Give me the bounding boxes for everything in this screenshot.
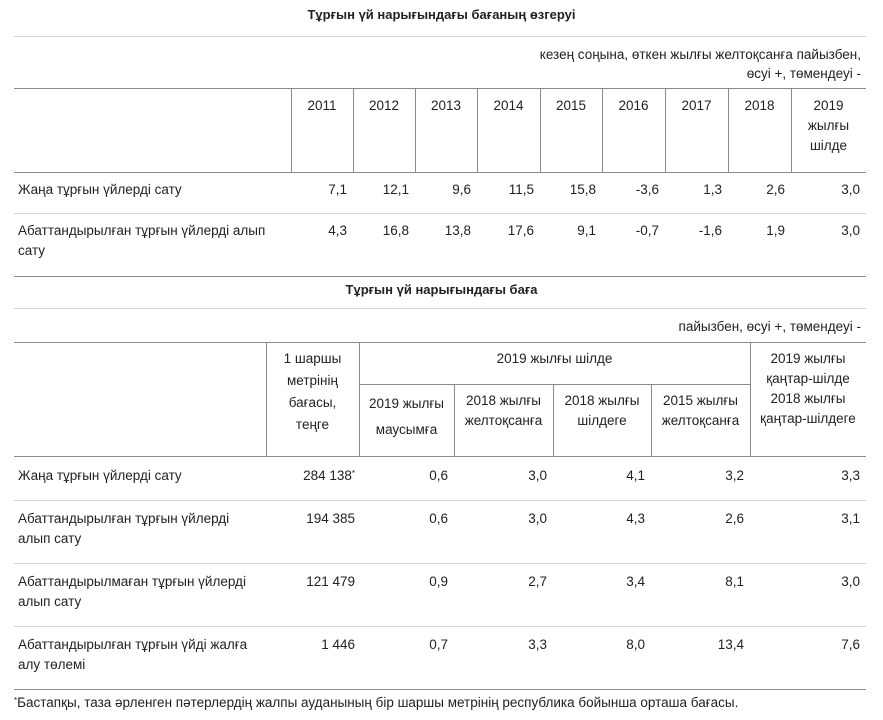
table1-value-cell: 2,6 [766, 182, 785, 197]
header-line: қаңтар-шілде [766, 371, 850, 386]
table2-value-cell: 7,6 [841, 637, 860, 652]
table1-bottom-border [14, 276, 866, 277]
table2-value-cell: 3,0 [528, 468, 547, 483]
table2-row-label [18, 509, 263, 549]
header-line: 2018 жылғы [770, 391, 846, 406]
table1-value-cell: 12,1 [382, 182, 409, 197]
label-line: сату [18, 243, 46, 258]
table1-note [540, 45, 861, 83]
header-line: шілде [809, 138, 848, 153]
table2-group-header: 2019 жылғы шілде [496, 351, 613, 366]
label-line: Абаттандырылған тұрғын үйлерді [18, 511, 230, 526]
table1-header-year: 2016 [618, 98, 649, 113]
table2-value-cell: 2,6 [725, 511, 744, 526]
table2-value-cell: 3,0 [841, 574, 860, 589]
table1-header-year: 2018 [744, 98, 775, 113]
header-line: теңге [295, 417, 330, 432]
table1-header-year: 2012 [368, 98, 400, 113]
header-line: желтоқсанға [464, 413, 543, 428]
table2-header-vs-june-2019 [359, 391, 454, 443]
table1-value-cell: 1,3 [703, 182, 722, 197]
table1-value-cell: -3,6 [635, 182, 659, 197]
table1-value-cell: 3,0 [841, 223, 860, 238]
table2-value-cell: 8,1 [725, 574, 744, 589]
table2-value-cell: 0,9 [429, 574, 448, 589]
table2-value-cell: 3,3 [528, 637, 547, 652]
table1-value-cell: 9,6 [452, 182, 471, 197]
header-line: 2019 жылғы [368, 396, 445, 411]
label-line: Абаттандырылған тұрғын үйді жалға [18, 637, 248, 652]
table1-header-bottom-border [14, 172, 866, 173]
label-line: Абаттандырылмаған тұрғын үйлерді [18, 574, 246, 589]
divider [14, 308, 866, 309]
table2-header-vs-dec-2015 [651, 391, 750, 431]
table2-value-cell: 13,4 [717, 637, 744, 652]
label-line: алып сату [18, 531, 82, 546]
header-line: қаңтар-шілдеге [760, 411, 856, 426]
label-line: Абаттандырылған тұрғын үйлерді алып [18, 223, 266, 238]
table1-value-cell: 4,3 [328, 223, 347, 238]
table1-header-2019-july [791, 96, 866, 156]
header-line: 2019 жылғы [770, 351, 846, 366]
table2-price-cell [266, 572, 355, 592]
table2-header-vs-dec-2018 [454, 391, 553, 431]
price-value: 284 138 [303, 468, 352, 483]
table2-header-price [266, 348, 359, 436]
table2-header-top-border [14, 342, 866, 343]
table1-value-cell: 11,5 [508, 182, 534, 197]
table1-note-line2: өсуі +, төмендеуі - [746, 66, 861, 81]
table2-value-cell: 2,7 [528, 574, 547, 589]
table2-price-cell [266, 509, 355, 529]
header-line: метрінің [287, 373, 338, 388]
table1-value-cell: -1,6 [698, 223, 722, 238]
table1-header-top-border [14, 88, 866, 89]
price-value: 1 446 [321, 637, 355, 652]
table2-title: Тұрғын үй нарығындағы баға [345, 282, 538, 297]
table2-value-cell: 3,4 [626, 574, 645, 589]
table1-value-cell: 16,8 [382, 223, 409, 238]
header-line: 2018 жылғы [465, 393, 542, 408]
table1-header-year: 2017 [681, 98, 712, 113]
table2-price-cell [266, 635, 355, 655]
divider [14, 626, 866, 627]
footnote [14, 693, 874, 713]
group-divider [359, 384, 750, 385]
table2-value-cell: 3,1 [841, 511, 860, 526]
table1-value-cell: 7,1 [328, 182, 347, 197]
divider [14, 213, 866, 214]
table2-price-cell [266, 466, 355, 486]
header-line: шілдеге [577, 413, 627, 428]
table2-note: пайызбен, өсуі +, төмендеуі - [678, 319, 861, 334]
table1-value-cell: -0,7 [635, 223, 659, 238]
header-line: 2015 жылғы [662, 393, 739, 408]
table1-row-label [18, 221, 288, 261]
header-line: желтоқсанға [661, 413, 740, 428]
divider [14, 500, 866, 501]
table1-value-cell: 1,9 [766, 223, 785, 238]
price-value: 121 479 [306, 574, 355, 589]
table2-header-jan-july [750, 349, 866, 429]
footnote-mark: * [14, 696, 18, 705]
header-line: 2019 [813, 98, 844, 113]
table1-note-line1: кезең соңына, өткен жылғы желтоқсанға пайызбен, [539, 47, 861, 62]
table2-row-label [18, 572, 263, 612]
table1-value-cell: 17,6 [507, 223, 534, 238]
table2-bottom-border [14, 689, 866, 690]
table2-value-cell: 0,6 [429, 468, 448, 483]
table1-value-cell: 9,1 [577, 223, 596, 238]
table2-header-vs-july-2018 [553, 391, 651, 431]
table2-value-cell: 4,1 [626, 468, 645, 483]
table2-value-cell: 4,3 [626, 511, 645, 526]
label-line: Жаңа тұрғын үйлерді сату [18, 182, 182, 197]
divider [14, 563, 866, 564]
footnote-text: Бастапқы, таза әрленген пәтерлердің жалпы ауданының бір шаршы метрінің республика бойынша орташа бағасы. [17, 695, 739, 710]
header-line: 1 шаршы [283, 351, 342, 366]
header-line: жылғы [807, 118, 850, 133]
table1-header-year: 2015 [555, 98, 587, 113]
table1-value-cell: 13,8 [444, 223, 471, 238]
header-line: бағасы, [288, 395, 337, 410]
table2-header-bottom-border [14, 456, 866, 457]
table2-value-cell: 3,3 [841, 468, 860, 483]
table2-row-label [18, 466, 263, 486]
label-line: алу төлемі [18, 657, 86, 672]
table2-row-label [18, 635, 263, 675]
table1-title: Тұрғын үй нарығындағы бағаның өзгеруі [307, 7, 576, 22]
label-line: Жаңа тұрғын үйлерді сату [18, 468, 182, 483]
table2-value-cell: 3,2 [725, 468, 744, 483]
table2-value-cell: 0,7 [429, 637, 448, 652]
table2-value-cell: 3,0 [528, 511, 547, 526]
label-line: алып сату [18, 594, 82, 609]
table1-row-label [18, 180, 288, 200]
table1-header-year: 2014 [493, 98, 524, 113]
header-line: 2018 жылғы [564, 393, 640, 408]
footnote-mark: * [351, 469, 355, 478]
header-line: маусымға [375, 422, 438, 437]
table1-value-cell: 3,0 [841, 182, 860, 197]
price-value: 194 385 [306, 511, 355, 526]
table1-header-year: 2011 [307, 98, 337, 113]
table2-value-cell: 8,0 [626, 637, 645, 652]
divider [14, 36, 866, 37]
table1-header-year: 2013 [430, 98, 462, 113]
table2-value-cell: 0,6 [429, 511, 448, 526]
table1-value-cell: 15,8 [569, 182, 596, 197]
